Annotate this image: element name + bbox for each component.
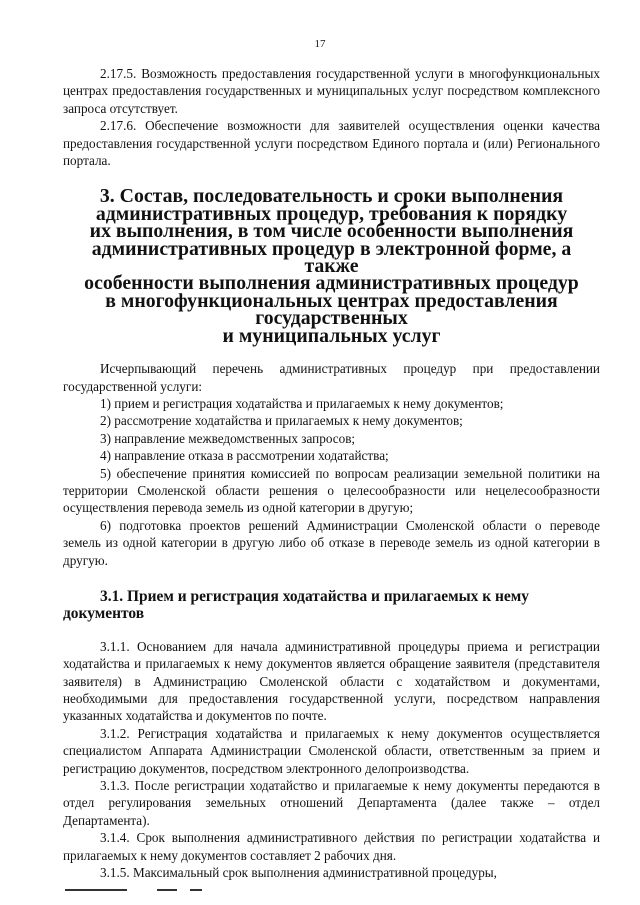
scan-mark: [65, 889, 127, 891]
spacer: [63, 569, 600, 588]
paragraph-3-1-4: 3.1.4. Срок выполнения административного действия по регистрации ходатайства и прилагаемых к нему документов составляет 2 рабочих дня.: [63, 830, 600, 863]
list-item: 4) направление отказа в рассмотрении ходатайства;: [100, 448, 389, 464]
list-item: 6) подготовка проектов решений Администрации Смоленской области о переводе земель из одной категории в другую либо об отказе в переводе земель из одной категории в другую.: [63, 517, 600, 568]
paragraph-2-17-5: 2.17.5. Возможность предоставления государственной услуги в многофункциональных центрах предоставления государственных и муниципальных услуг посредством комплексного запроса отсутствует.: [63, 66, 600, 116]
list-item: 5) обеспечение принятия комиссией по вопросам реализации земельной политики на территории Смоленской области решения о целесообразности или нецелесообразности осуществления перевода земель из одной категории в другую;: [63, 465, 600, 516]
paragraph-3-1-3: 3.1.3. После регистрации ходатайство и прилагаемые к нему документы передаются в отдел регулирования земельных отношений Департамента (далее также – отдел Департамента).: [63, 778, 600, 828]
scan-mark: [157, 889, 177, 891]
list-item: 3) направление межведомственных запросов;: [100, 430, 356, 446]
section-title-line: 3. Состав, последовательность и сроки выполнения: [99, 185, 564, 208]
section-title-line: административных процедур, требования к порядку: [95, 202, 568, 225]
section-3-title: [63, 185, 600, 347]
procedures-list-intro: Исчерпывающий перечень административных процедур при предоставлении государственной услуги:: [63, 361, 600, 394]
paragraph-3-1-1: 3.1.1. Основанием для начала административной процедуры приема и регистрации ходатайства и прилагаемых к нему документов является обращение заявителя (представителя заявителя) в Администрацию Смоленской области с ходатайством и документами, необходимыми для предоставления государственной услуги, посредством направления указанных ходатайства и документов по почте.: [63, 638, 600, 724]
section-title-line: их выполнения, в том числе особенности выполнения: [89, 220, 574, 243]
page-number: 17: [314, 38, 326, 50]
section-title-line: административных процедур в электронной форме, а также: [91, 237, 572, 278]
page-content: [63, 65, 600, 881]
list-item: 2) рассмотрение ходатайства и прилагаемых к нему документов;: [100, 413, 463, 429]
section-title-line: в многофункциональных центрах предоставления государственных: [105, 289, 558, 330]
scan-mark: [190, 889, 202, 891]
subsection-3-1-title: 3.1. Прием и регистрация ходатайства и прилагаемых к нему документов: [63, 587, 529, 623]
paragraph-3-1-2: 3.1.2. Регистрация ходатайства и прилагаемых к нему документов осуществляется специалистом Аппарата Администрации Смоленской области, ответственным за прием и регистрацию документов, посредством электронного делопроизводства.: [63, 725, 600, 776]
spacer: [63, 345, 600, 360]
scan-artifact-marks: [65, 886, 285, 894]
paragraph-3-1-5: 3.1.5. Максимальный срок выполнения административной процедуры,: [100, 865, 497, 881]
list-item: 1) прием и регистрация ходатайства и прилагаемых к нему документов;: [100, 395, 504, 411]
section-title-line: и муниципальных услуг: [222, 324, 441, 347]
spacer: [63, 623, 600, 638]
paragraph-2-17-6: 2.17.6. Обеспечение возможности для заявителей осуществления оценки качества предоставления государственной услуги посредством Единого портала и (или) Регионального портала.: [63, 118, 600, 169]
section-title-line: особенности выполнения административных процедур: [84, 272, 579, 295]
